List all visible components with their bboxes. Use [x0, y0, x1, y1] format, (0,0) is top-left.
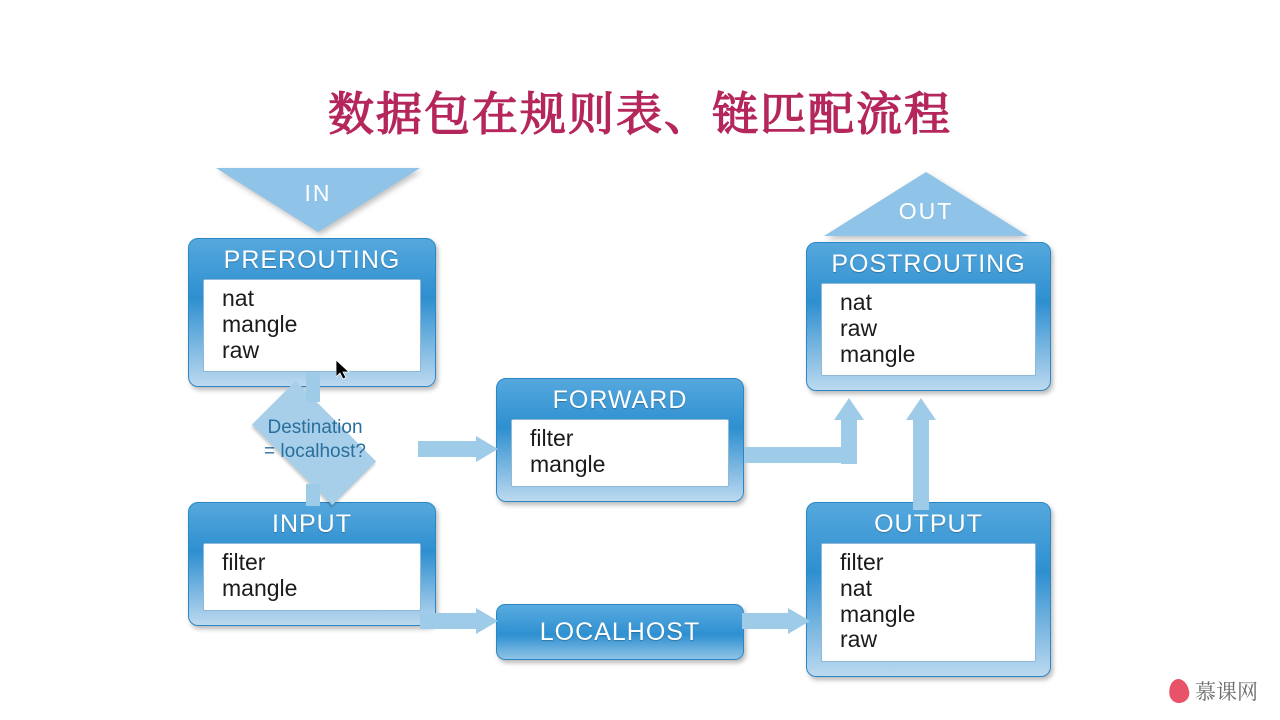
mouse-cursor-icon	[336, 360, 350, 380]
table-item: nat	[840, 574, 872, 601]
table-item: nat	[222, 285, 254, 311]
decision-label	[206, 416, 424, 464]
connector-head	[476, 436, 498, 462]
chain-prerouting-tables	[203, 279, 421, 372]
connector-shaft	[742, 613, 788, 629]
chain-input-tables	[203, 543, 421, 611]
chain-output-title: OUTPUT	[874, 510, 983, 538]
connector-decision-to-input	[306, 484, 320, 506]
chain-output-tables	[821, 543, 1036, 662]
table-item: mangle	[530, 450, 606, 477]
connector-input-to-localhost	[420, 608, 500, 634]
decision-destination-localhost	[206, 398, 424, 490]
table-item: mangle	[840, 600, 916, 627]
table-item: mangle	[222, 574, 298, 601]
chain-forward-title: FORWARD	[552, 386, 688, 414]
watermark-text: 慕课网	[1195, 680, 1258, 704]
decision-label-line2: = localhost?	[264, 440, 366, 462]
decision-label-line1: Destination	[267, 417, 363, 438]
watermark	[1169, 676, 1258, 706]
table-item: raw	[840, 626, 878, 653]
table-item: filter	[530, 425, 574, 451]
table-item: filter	[840, 549, 884, 575]
connector-localhost-to-output	[742, 608, 812, 634]
chain-input-title: INPUT	[272, 510, 352, 538]
connector-shaft	[841, 420, 857, 464]
chain-forward-tables	[511, 419, 729, 487]
in-arrow-label: IN	[304, 180, 332, 206]
table-item: nat	[840, 289, 872, 315]
chain-postrouting	[806, 242, 1051, 391]
node-localhost: LOCALHOST	[496, 604, 744, 660]
table-item: mangle	[222, 310, 298, 337]
table-item: filter	[222, 549, 266, 575]
out-arrow-label: OUT	[898, 198, 954, 224]
chain-postrouting-title: POSTROUTING	[831, 250, 1026, 278]
flame-icon	[1167, 678, 1190, 705]
connector-head	[906, 398, 936, 420]
chain-postrouting-tables	[821, 283, 1036, 376]
page-title: 数据包在规则表、链匹配流程	[328, 87, 952, 141]
chain-prerouting-title: PREROUTING	[223, 246, 401, 274]
connector-shaft	[418, 441, 476, 457]
connector-prerouting-to-decision	[306, 372, 320, 402]
connector-head	[476, 608, 498, 634]
table-item: mangle	[840, 340, 916, 367]
chain-prerouting	[188, 238, 436, 387]
table-item: raw	[840, 314, 878, 341]
connector-shaft	[913, 420, 929, 510]
in-arrow	[216, 168, 420, 234]
table-item: raw	[222, 336, 260, 363]
chain-input	[188, 502, 436, 626]
chain-forward	[496, 378, 744, 502]
connector-shaft	[420, 613, 476, 629]
connector-decision-to-forward	[418, 436, 498, 462]
connector-forward-to-postrouting	[834, 398, 864, 458]
connector-head	[834, 398, 864, 420]
chain-output	[806, 502, 1051, 677]
connector-head	[788, 608, 810, 634]
out-arrow	[824, 172, 1028, 238]
connector-output-to-postrouting	[906, 398, 936, 506]
